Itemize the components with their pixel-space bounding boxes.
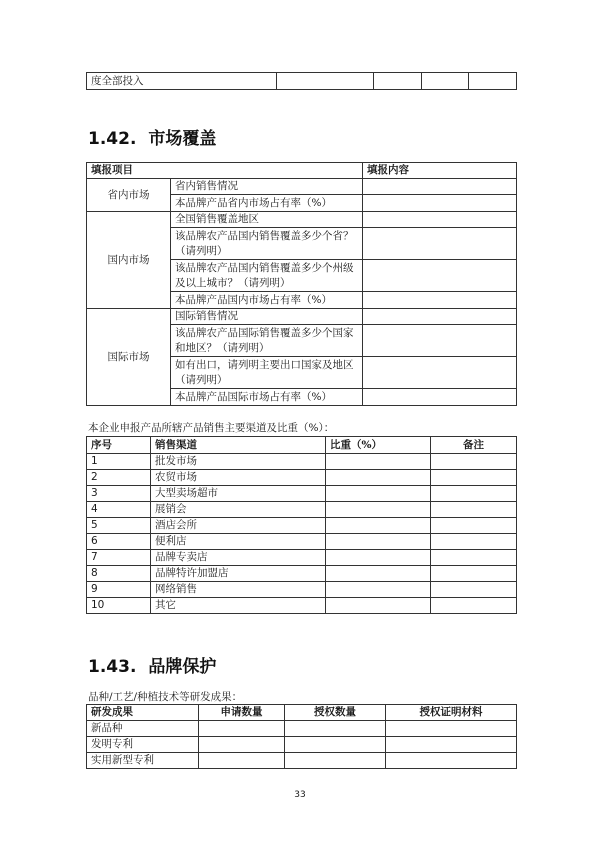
applied-count-cell[interactable] [199, 737, 285, 753]
sales-channels-table [86, 436, 517, 614]
row-number: 4 [87, 502, 151, 518]
note-cell[interactable] [431, 518, 517, 534]
table-cell[interactable] [469, 73, 517, 90]
note-cell[interactable] [431, 454, 517, 470]
fill-cell[interactable] [363, 292, 517, 309]
row-number: 5 [87, 518, 151, 534]
note-cell[interactable] [431, 550, 517, 566]
item-label: 该品牌农产品国际销售覆盖多少个国家和地区？（请列明） [171, 325, 363, 357]
table-row [87, 721, 517, 737]
ratio-cell[interactable] [326, 534, 431, 550]
note-cell[interactable] [431, 470, 517, 486]
proof-cell[interactable] [386, 753, 517, 769]
row-number: 9 [87, 582, 151, 598]
table-row [87, 534, 517, 550]
column-header: 申请数量 [199, 705, 285, 721]
rd-caption: 品种/工艺/种植技术等研发成果： [88, 691, 243, 703]
proof-cell[interactable] [386, 721, 517, 737]
table-row [87, 737, 517, 753]
ratio-cell[interactable] [326, 454, 431, 470]
rd-results-table [86, 704, 517, 769]
fill-cell[interactable] [363, 195, 517, 212]
market-coverage-table [86, 162, 517, 406]
channel-name: 网络销售 [151, 582, 326, 598]
item-label: 本品牌产品省内市场占有率（%） [171, 195, 363, 212]
fill-cell[interactable] [363, 389, 517, 406]
note-cell[interactable] [431, 534, 517, 550]
fill-cell[interactable] [363, 260, 517, 292]
fill-cell[interactable] [363, 325, 517, 357]
item-label: 该品牌农产品国内销售覆盖多少个州级及以上城市？（请列明） [171, 260, 363, 292]
item-label: 该品牌农产品国内销售覆盖多少个省？（请列明） [171, 228, 363, 260]
section-heading-1-42 [88, 124, 216, 149]
note-cell[interactable] [431, 502, 517, 518]
table-row [87, 753, 517, 769]
row-number: 3 [87, 486, 151, 502]
ratio-cell[interactable] [326, 486, 431, 502]
column-header: 授权数量 [285, 705, 386, 721]
table-row [87, 598, 517, 614]
section-title: 市场覆盖 [148, 129, 217, 149]
column-header: 序号 [87, 437, 151, 454]
channel-name: 酒店会所 [151, 518, 326, 534]
channel-name: 大型卖场超市 [151, 486, 326, 502]
ratio-cell[interactable] [326, 470, 431, 486]
column-header: 填报项目 [87, 163, 363, 179]
ratio-cell[interactable] [326, 550, 431, 566]
note-cell[interactable] [431, 598, 517, 614]
ratio-cell[interactable] [326, 502, 431, 518]
table-row [87, 454, 517, 470]
table-cell[interactable] [422, 73, 469, 90]
row-number: 7 [87, 550, 151, 566]
granted-count-cell[interactable] [285, 721, 386, 737]
item-label: 国际销售情况 [171, 309, 363, 325]
channel-name: 展销会 [151, 502, 326, 518]
column-header: 销售渠道 [151, 437, 326, 454]
applied-count-cell[interactable] [199, 753, 285, 769]
row-number: 10 [87, 598, 151, 614]
fill-cell[interactable] [363, 212, 517, 228]
fill-cell[interactable] [363, 179, 517, 195]
item-label: 本品牌产品国内市场占有率（%） [171, 292, 363, 309]
fill-cell[interactable] [363, 309, 517, 325]
result-type: 实用新型专利 [87, 753, 199, 769]
column-header: 授权证明材料 [386, 705, 517, 721]
applied-count-cell[interactable] [199, 721, 285, 737]
note-cell[interactable] [431, 582, 517, 598]
channels-caption: 本企业申报产品所辖产品销售主要渠道及比重（%）： [88, 422, 335, 434]
section-number: 1.42. [88, 129, 137, 149]
channel-name: 农贸市场 [151, 470, 326, 486]
column-header: 比重（%） [326, 437, 431, 454]
item-label: 本品牌产品国际市场占有率（%） [171, 389, 363, 406]
section-heading-1-43 [88, 652, 216, 677]
row-number: 6 [87, 534, 151, 550]
channel-name: 其它 [151, 598, 326, 614]
granted-count-cell[interactable] [285, 737, 386, 753]
result-type: 发明专利 [87, 737, 199, 753]
proof-cell[interactable] [386, 737, 517, 753]
table-row [87, 566, 517, 582]
section-number: 1.43. [88, 657, 137, 677]
row-number: 8 [87, 566, 151, 582]
note-cell[interactable] [431, 566, 517, 582]
group-label: 省内市场 [87, 179, 171, 212]
table-cell[interactable] [277, 73, 374, 90]
granted-count-cell[interactable] [285, 753, 386, 769]
result-type: 新品种 [87, 721, 199, 737]
row-number: 1 [87, 454, 151, 470]
table-row [87, 502, 517, 518]
row-number: 2 [87, 470, 151, 486]
table-row [87, 486, 517, 502]
section-title: 品牌保护 [148, 657, 217, 677]
note-cell[interactable] [431, 486, 517, 502]
ratio-cell[interactable] [326, 566, 431, 582]
channel-name: 批发市场 [151, 454, 326, 470]
fill-cell[interactable] [363, 357, 517, 389]
channel-name: 便利店 [151, 534, 326, 550]
table-row [87, 550, 517, 566]
fill-cell[interactable] [363, 228, 517, 260]
column-header: 备注 [431, 437, 517, 454]
channel-name: 品牌特许加盟店 [151, 566, 326, 582]
ratio-cell[interactable] [326, 582, 431, 598]
channel-name: 品牌专卖店 [151, 550, 326, 566]
table-cell: 度全部投入 [87, 73, 277, 90]
table-row [87, 582, 517, 598]
table-row [87, 518, 517, 534]
page-number: 33 [294, 790, 306, 800]
table-cell[interactable] [374, 73, 422, 90]
column-header: 研发成果 [87, 705, 199, 721]
item-label: 如有出口，请列明主要出口国家及地区（请列明） [171, 357, 363, 389]
item-label: 省内销售情况 [171, 179, 363, 195]
group-label: 国内市场 [87, 212, 171, 309]
group-label: 国际市场 [87, 309, 171, 406]
ratio-cell[interactable] [326, 598, 431, 614]
ratio-cell[interactable] [326, 518, 431, 534]
top-investment-table [86, 72, 517, 90]
table-row [87, 470, 517, 486]
item-label: 全国销售覆盖地区 [171, 212, 363, 228]
column-header: 填报内容 [363, 163, 517, 179]
